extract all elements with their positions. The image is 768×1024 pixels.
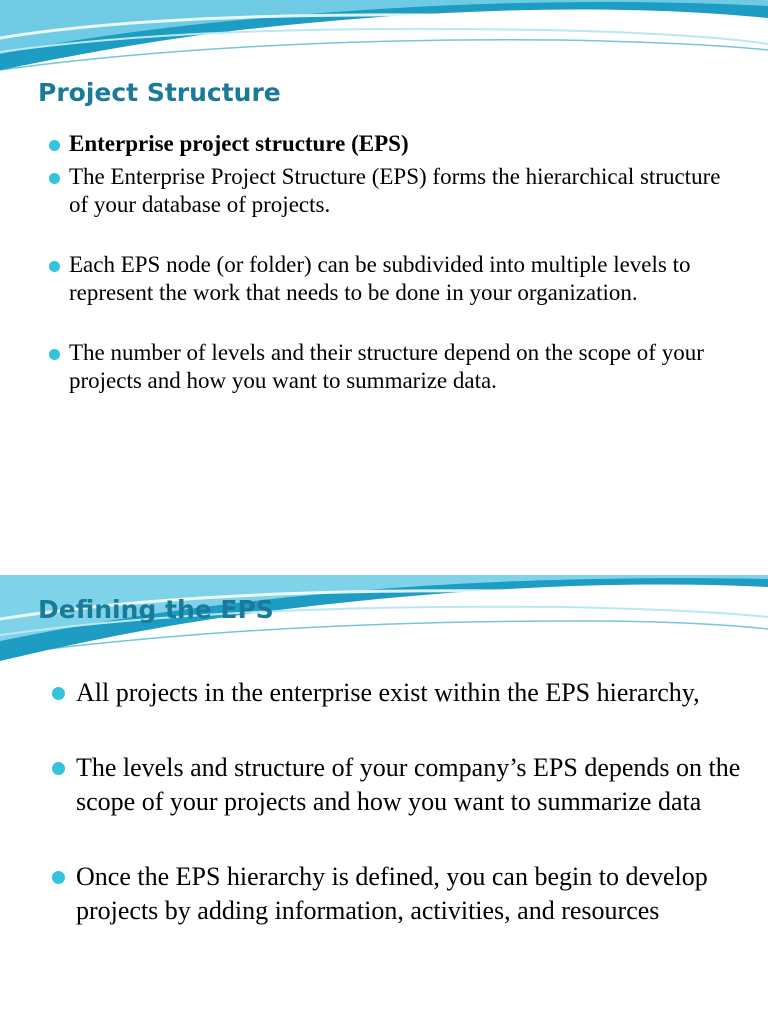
bullet-item <box>69 130 739 158</box>
bullet-text: The number of levels and their structure depend on the scope of your projects and how you want to summarize data. <box>69 340 704 393</box>
bullet-item <box>69 163 739 219</box>
bullet-item <box>69 339 739 395</box>
bullet-item <box>69 251 739 307</box>
bullet-list <box>69 130 739 395</box>
bullet-dot-icon <box>49 173 60 184</box>
slide-title: Defining the EPS <box>38 595 274 624</box>
bullet-dot-icon <box>49 261 60 272</box>
header-wave-decoration <box>0 0 768 80</box>
bullet-text: Once the EPS hierarchy is defined, you can begin to develop projects by adding information, activities, and resources <box>76 862 708 925</box>
bullet-dot-icon <box>52 762 65 775</box>
bullet-dot-icon <box>52 687 65 700</box>
bullet-dot-icon <box>52 871 65 884</box>
bullet-item <box>76 676 746 710</box>
bullet-text: All projects in the enterprise exist within the EPS hierarchy, <box>76 678 700 707</box>
bullet-dot-icon <box>49 349 60 360</box>
bullet-list <box>76 676 746 969</box>
bullet-text: Each EPS node (or folder) can be subdivided into multiple levels to represent the work that needs to be done in your organization. <box>69 252 691 305</box>
bullet-text: Enterprise project structure (EPS) <box>69 131 409 156</box>
slide-defining-eps <box>0 575 768 1024</box>
bullet-dot-icon <box>49 140 60 151</box>
bullet-text: The levels and structure of your company’s EPS depends on the scope of your projects and how you want to summarize data <box>76 753 741 816</box>
bullet-item <box>76 751 746 819</box>
bullet-item <box>76 860 746 928</box>
bullet-text: The Enterprise Project Structure (EPS) forms the hierarchical structure of your database of projects. <box>69 164 721 217</box>
slide-title: Project Structure <box>38 78 281 107</box>
